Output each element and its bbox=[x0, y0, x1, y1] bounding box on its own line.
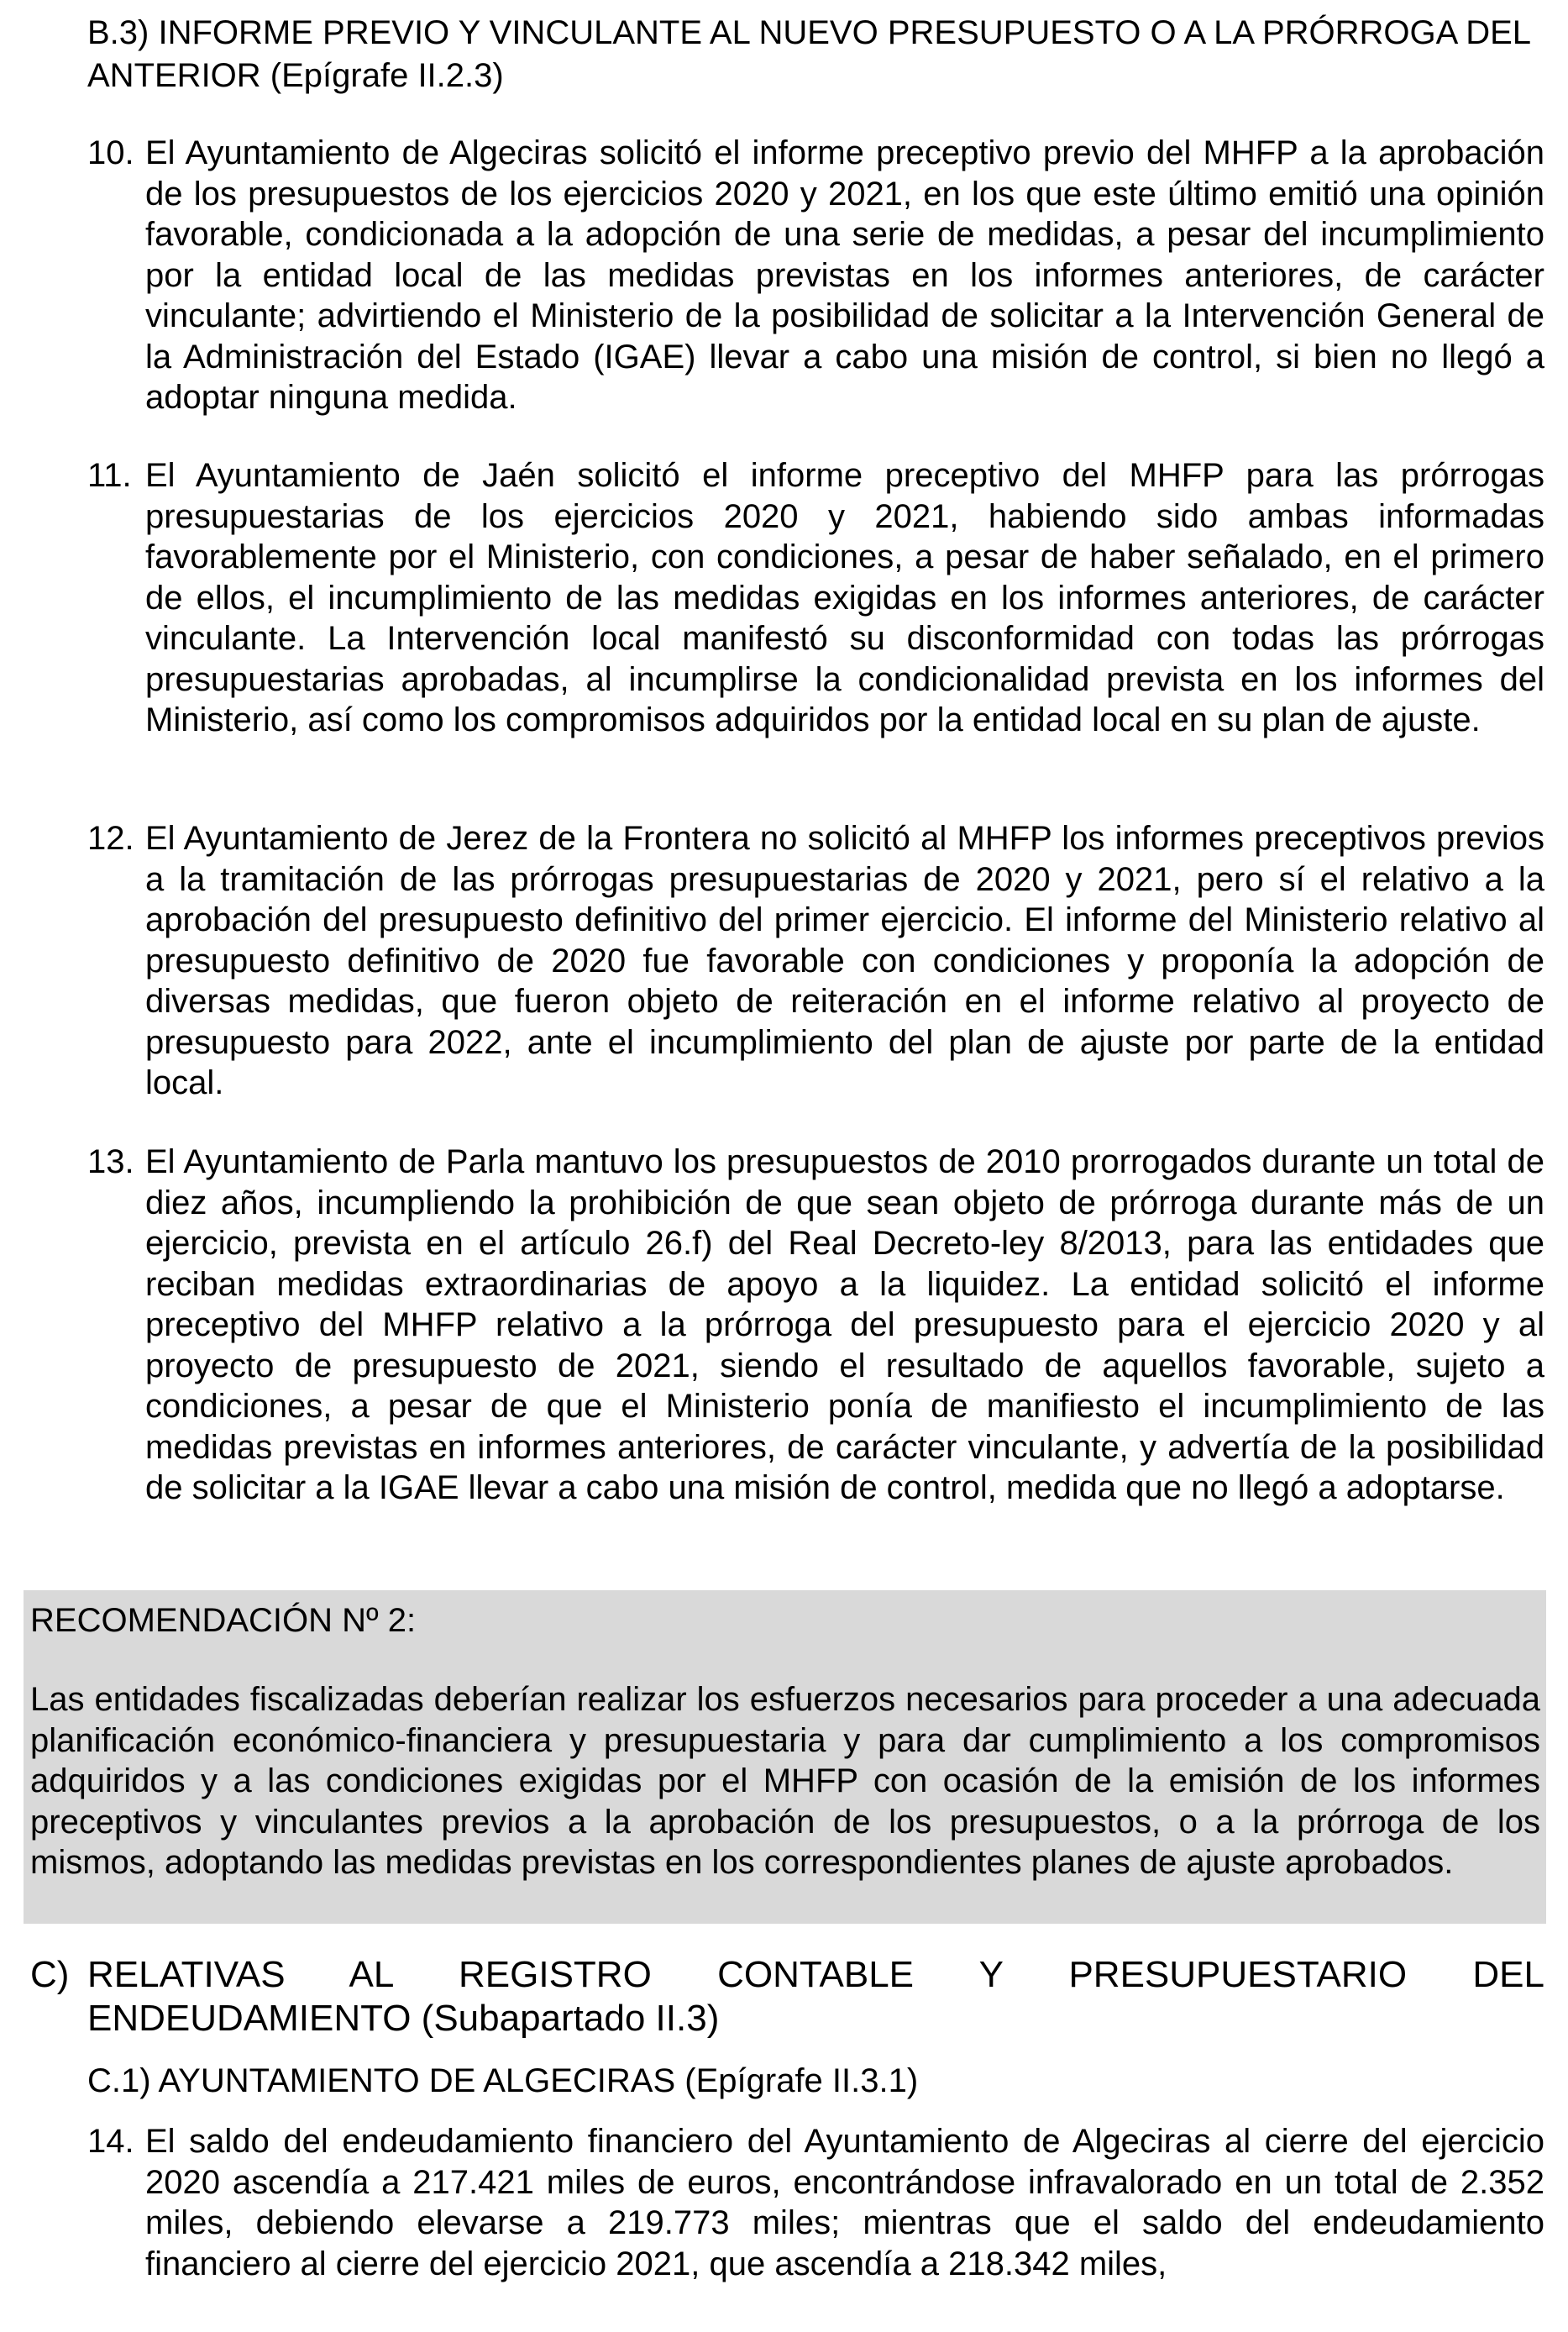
paragraph-13 bbox=[87, 1142, 1544, 1509]
paragraph-10 bbox=[87, 133, 1544, 418]
paragraph-number: 14. bbox=[87, 2123, 134, 2160]
subsection-heading-c1: C.1) AYUNTAMIENTO DE ALGECIRAS (Epígrafe II.3.1) bbox=[87, 2062, 919, 2099]
paragraph-text: El Ayuntamiento de Parla mantuvo los presupuestos de 2010 prorrogados durante un total de diez años, incumpliendo la prohibición de que sean objeto de prórroga durante más de un ejercicio, prevista en el artículo 26.f) del Real Decreto-ley 8/2013, para las entidades que reciban medidas extraordinarias de apoyo a la liquidez. La entidad solicitó el informe preceptivo del MHFP relativo a la prórroga del presupuesto para el ejercicio 2020 y al proyecto de presupuesto de 2021, siendo el resultado de aquellos favorable, sujeto a condiciones, a pesar de que el Ministerio ponía de manifiesto el incumplimiento de las medidas previstas en informes anteriores, de carácter vinculante, y advertía de la posibilidad de solicitar a la IGAE llevar a cabo una misión de control, medida que no llegó a adoptarse. bbox=[145, 1143, 1544, 1506]
paragraph-number: 10. bbox=[87, 134, 134, 171]
paragraph-text: El Ayuntamiento de Algeciras solicitó el informe preceptivo previo del MHFP a la aprobación de los presupuestos de los ejercicios 2020 y 2021, en los que este último emitió una opinión favorable, condicionada a la adopción de una serie de medidas, a pesar del incumplimiento por la entidad local de las medidas previstas en los informes anteriores, de carácter vinculante; advirtiendo el Ministerio de la posibilidad de solicitar a la Intervención General de la Administración del Estado (IGAE) llevar a cabo una misión de control, si bien no llegó a adoptar ninguna medida. bbox=[145, 134, 1544, 416]
paragraph-12 bbox=[87, 818, 1544, 1104]
section-heading-c-line1: RELATIVAS AL REGISTRO CONTABLE Y PRESUPUESTARIO DEL bbox=[87, 1954, 1544, 1995]
section-heading-c-line2: ENDEUDAMIENTO (Subapartado II.3) bbox=[87, 1998, 720, 2039]
paragraph-number: 11. bbox=[87, 457, 132, 494]
paragraph-14 bbox=[87, 2121, 1544, 2284]
paragraph-text: El Ayuntamiento de Jerez de la Frontera no solicitó al MHFP los informes preceptivos previos a la tramitación de las prórrogas presupuestarias de 2020 y 2021, pero sí el relativo a la aprobación del presupuesto definitivo del primer ejercicio. El informe del Ministerio relativo al presupuesto definitivo de 2020 fue favorable con condiciones y proponía la adopción de diversas medidas, que fueron objeto de reiteración en el informe relativo al proyecto de presupuesto para 2022, ante el incumplimiento del plan de ajuste por parte de la entidad local. bbox=[145, 820, 1544, 1101]
recommendation-title: RECOMENDACIÓN Nº 2: bbox=[30, 1602, 417, 1639]
paragraph-number: 13. bbox=[87, 1143, 134, 1180]
paragraph-number: 12. bbox=[87, 820, 134, 857]
paragraph-11 bbox=[87, 455, 1544, 741]
section-heading-b3: B.3) INFORME PREVIO Y VINCULANTE AL NUEVO PRESUPUESTO O A LA PRÓRROGA DEL ANTERIOR (Epígrafe II.2.3) bbox=[87, 14, 1530, 94]
recommendation-box bbox=[24, 1590, 1546, 1924]
paragraph-text: El saldo del endeudamiento financiero del Ayuntamiento de Algeciras al cierre del ejercicio 2020 ascendía a 217.421 miles de euros, encontrándose infravalorado en un total de 2.352 miles, debiendo elevarse a 219.773 miles; mientras que el saldo del endeudamiento financiero al cierre del ejercicio 2021, que ascendía a 218.342 miles, bbox=[145, 2123, 1544, 2282]
section-heading-c bbox=[30, 1953, 1544, 2040]
section-heading-c-text bbox=[87, 1953, 1544, 2040]
recommendation-text: Las entidades fiscalizadas deberían realizar los esfuerzos necesarios para proceder a una adecuada planificación económico-financiera y presupuestaria y para dar cumplimiento a los compromisos adquiridos y a las condiciones exigidas por el MHFP con ocasión de la emisión de los informes preceptivos y vinculantes previos a la aprobación de los presupuestos, o a la prórroga de los mismos, adoptando las medidas previstas en los correspondientes planes de ajuste aprobados. bbox=[30, 1681, 1540, 1881]
section-letter: C) bbox=[30, 1954, 70, 1995]
paragraph-text: El Ayuntamiento de Jaén solicitó el informe preceptivo del MHFP para las prórrogas presupuestarias de los ejercicios 2020 y 2021, habiendo sido ambas informadas favorablemente por el Ministerio, con condiciones, a pesar de haber señalado, en el primero de ellos, el incumplimiento de las medidas exigidas en los informes anteriores, de carácter vinculante. La Intervención local manifestó su disconformidad con todas las prórrogas presupuestarias aprobadas, al incumplirse la condicionalidad prevista en los informes del Ministerio, así como los compromisos adquiridos por la entidad local en su plan de ajuste. bbox=[145, 457, 1544, 738]
